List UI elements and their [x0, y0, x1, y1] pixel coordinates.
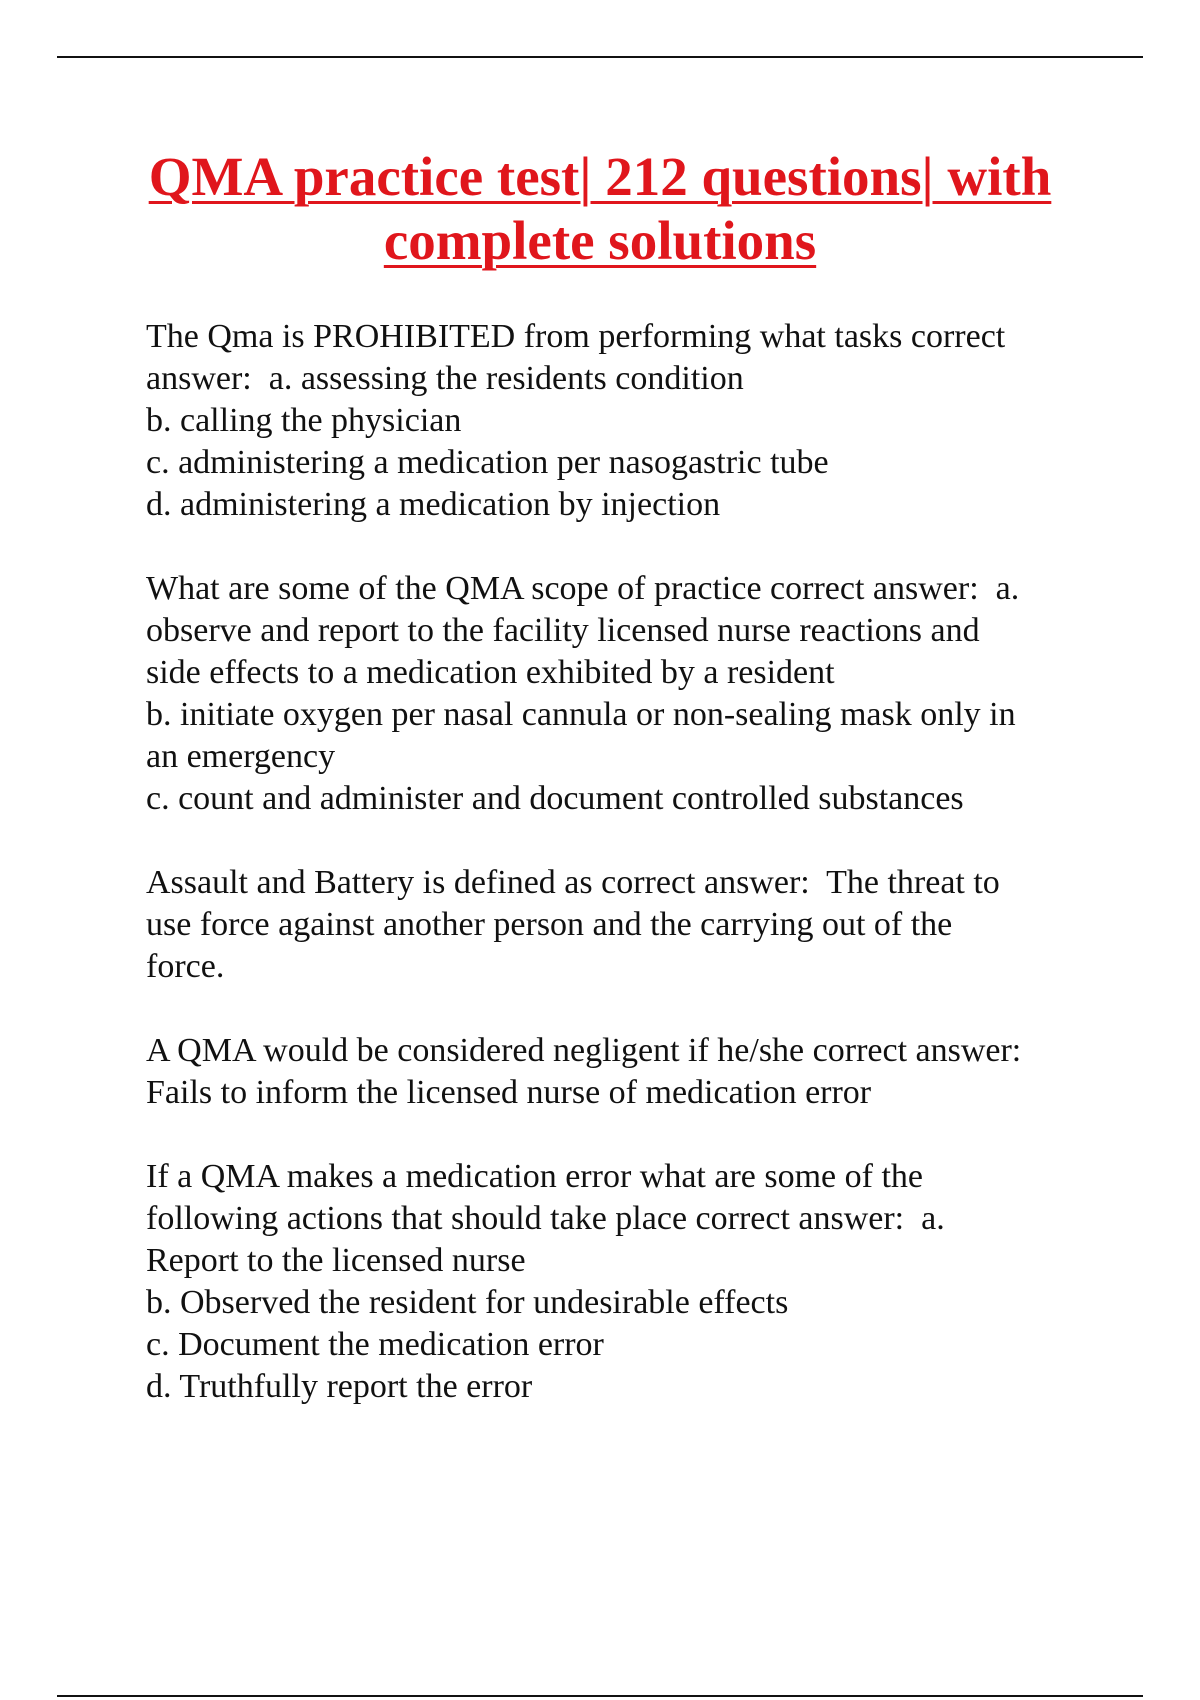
qa-item	[146, 862, 1146, 988]
qa-line: b. initiate oxygen per nasal cannula or non-sealing mask only in	[146, 696, 1016, 733]
qa-line: Fails to inform the licensed nurse of medication error	[146, 1074, 872, 1111]
title-line-2: complete solutions	[383, 210, 817, 271]
qa-line: use force against another person and the carrying out of the	[146, 906, 953, 943]
qa-line: Report to the licensed nurse	[146, 1242, 526, 1279]
qa-line: A QMA would be considered negligent if he/she correct answer:	[146, 1032, 1022, 1069]
qa-line: Assault and Battery is defined as correct answer: The threat to	[146, 864, 1000, 901]
qa-line: following actions that should take place correct answer: a.	[146, 1200, 945, 1237]
qa-line: c. administering a medication per nasogastric tube	[146, 444, 829, 481]
qa-line: d. Truthfully report the error	[146, 1368, 533, 1405]
qa-item	[146, 316, 1146, 526]
qa-line: observe and report to the facility licensed nurse reactions and	[146, 612, 980, 649]
qa-line: c. Document the medication error	[146, 1326, 604, 1363]
qa-line: answer: a. assessing the residents condition	[146, 360, 744, 397]
qa-line: If a QMA makes a medication error what are some of the	[146, 1158, 923, 1195]
qa-line: b. calling the physician	[146, 402, 462, 439]
qa-line: The Qma is PROHIBITED from performing what tasks correct	[146, 318, 1006, 355]
title-line-1: QMA practice test| 212 questions| with	[148, 146, 1052, 207]
qa-content	[146, 316, 1146, 1450]
qa-line: c. count and administer and document controlled substances	[146, 780, 964, 817]
qa-line: force.	[146, 948, 225, 985]
qa-line: side effects to a medication exhibited by a resident	[146, 654, 835, 691]
qa-item	[146, 1030, 1146, 1114]
qa-line: b. Observed the resident for undesirable effects	[146, 1284, 789, 1321]
qa-item	[146, 1156, 1146, 1408]
qa-line: an emergency	[146, 738, 336, 775]
bottom-divider	[57, 1695, 1143, 1697]
top-divider	[57, 56, 1143, 58]
qa-line: What are some of the QMA scope of practice correct answer: a.	[146, 570, 1020, 607]
qa-item	[146, 568, 1146, 820]
qa-line: d. administering a medication by injection	[146, 486, 721, 523]
page-title	[100, 145, 1100, 273]
